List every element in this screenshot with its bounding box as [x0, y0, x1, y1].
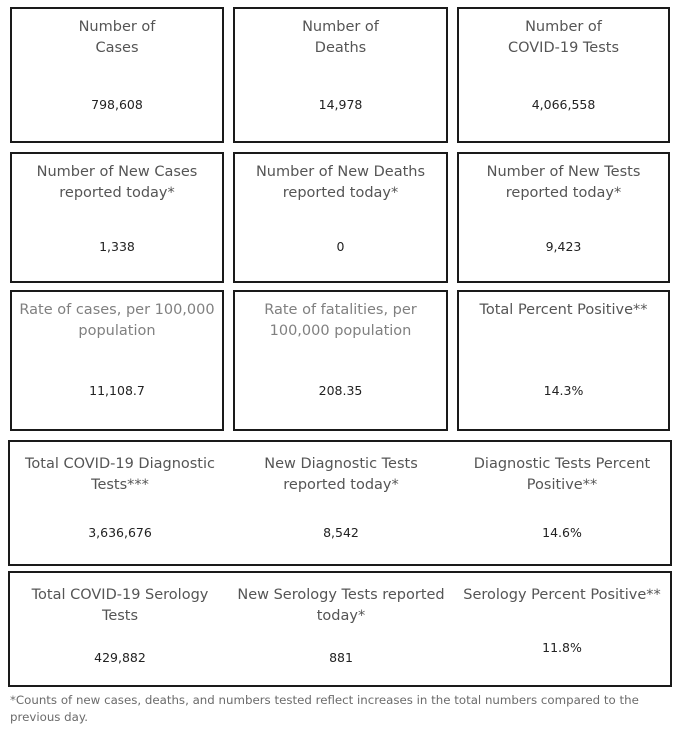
card-label	[12, 162, 222, 204]
card-label-line1: Total Percent Positive**	[479, 302, 648, 318]
card-serology-tests	[8, 571, 672, 687]
card-label-line1: Number of New Deaths	[255, 164, 426, 180]
diagnostic-new-column	[230, 442, 452, 564]
card-label-line1: New Diagnostic Tests	[264, 456, 418, 472]
card-value: 14.6%	[542, 525, 582, 540]
card-label-line2: reported today*	[283, 477, 399, 493]
card-diagnostic-tests	[8, 440, 672, 566]
card-label	[10, 585, 230, 627]
card-label	[12, 300, 222, 342]
card-new-cases-today	[10, 152, 224, 283]
card-label	[235, 17, 446, 59]
card-label-line1: Serology Percent Positive**	[463, 587, 661, 603]
card-label-line2: reported today*	[282, 185, 399, 201]
card-label	[459, 17, 668, 59]
serology-percent-column	[452, 573, 672, 685]
card-label-line2: reported today*	[505, 185, 622, 201]
card-value: 14,978	[318, 97, 363, 112]
card-number-of-cases	[10, 7, 224, 143]
card-label	[452, 454, 672, 496]
card-new-deaths-today	[233, 152, 448, 283]
card-value: 11,108.7	[89, 383, 145, 398]
card-label-line1: Number of New Cases	[36, 164, 198, 180]
card-value: 9,423	[545, 239, 582, 254]
card-label	[230, 585, 452, 627]
card-label-line2: Tests	[101, 608, 139, 624]
card-value: 0	[336, 239, 345, 254]
card-number-of-deaths	[233, 7, 448, 143]
card-rate-of-cases	[10, 290, 224, 431]
card-label-line2: Deaths	[314, 40, 367, 56]
card-value: 881	[329, 650, 353, 665]
card-label-line2: reported today*	[59, 185, 175, 201]
card-label	[230, 454, 452, 496]
card-label-line1: Number of	[78, 19, 156, 35]
card-value: 3,636,676	[88, 525, 152, 540]
card-label	[459, 300, 668, 321]
card-label-line1: Total COVID-19 Diagnostic	[25, 456, 215, 472]
card-label-line1: Rate of cases, per 100,000	[19, 302, 215, 318]
diagnostic-percent-column	[452, 442, 672, 564]
serology-new-column	[230, 573, 452, 685]
card-value: 429,882	[94, 650, 146, 665]
card-value: 14.3%	[543, 383, 584, 398]
card-value: 798,608	[91, 97, 143, 112]
serology-total-column	[10, 573, 230, 685]
card-label	[10, 454, 230, 496]
card-label-line1: Total COVID-19 Serology	[31, 587, 209, 603]
card-label-line1: Number of	[302, 19, 379, 35]
card-label-line1: New Serology Tests reported	[237, 587, 445, 603]
card-label-line1: Diagnostic Tests Percent	[473, 456, 651, 472]
card-value: 11.8%	[542, 640, 582, 655]
card-label-line2: COVID-19 Tests	[507, 40, 620, 56]
footnote: *Counts of new cases, deaths, and numbers tested reflect increases in the total numbers compared to the previous day.	[10, 693, 639, 724]
card-label	[12, 17, 222, 59]
card-label	[235, 162, 446, 204]
card-number-of-tests	[457, 7, 670, 143]
card-value: 4,066,558	[531, 97, 596, 112]
card-label-line1: Number of New Tests	[486, 164, 641, 180]
card-value: 208.35	[318, 383, 363, 398]
card-new-tests-today	[457, 152, 670, 283]
card-value: 8,542	[323, 525, 359, 540]
card-value: 1,338	[99, 239, 135, 254]
card-label-line2: Positive**	[526, 477, 598, 493]
card-label	[452, 585, 672, 606]
card-label-line2: today*	[316, 608, 366, 624]
card-label-line2: population	[78, 323, 156, 339]
card-label-line2: Tests***	[91, 477, 149, 493]
card-label-line2: 100,000 population	[269, 323, 412, 339]
card-label-line2: Cases	[95, 40, 139, 56]
card-label-line1: Rate of fatalities, per	[264, 302, 417, 318]
card-label-line1: Number of	[525, 19, 602, 35]
card-rate-of-fatalities	[233, 290, 448, 431]
card-label	[459, 162, 668, 204]
diagnostic-total-column	[10, 442, 230, 564]
card-label	[235, 300, 446, 342]
card-total-percent-positive	[457, 290, 670, 431]
